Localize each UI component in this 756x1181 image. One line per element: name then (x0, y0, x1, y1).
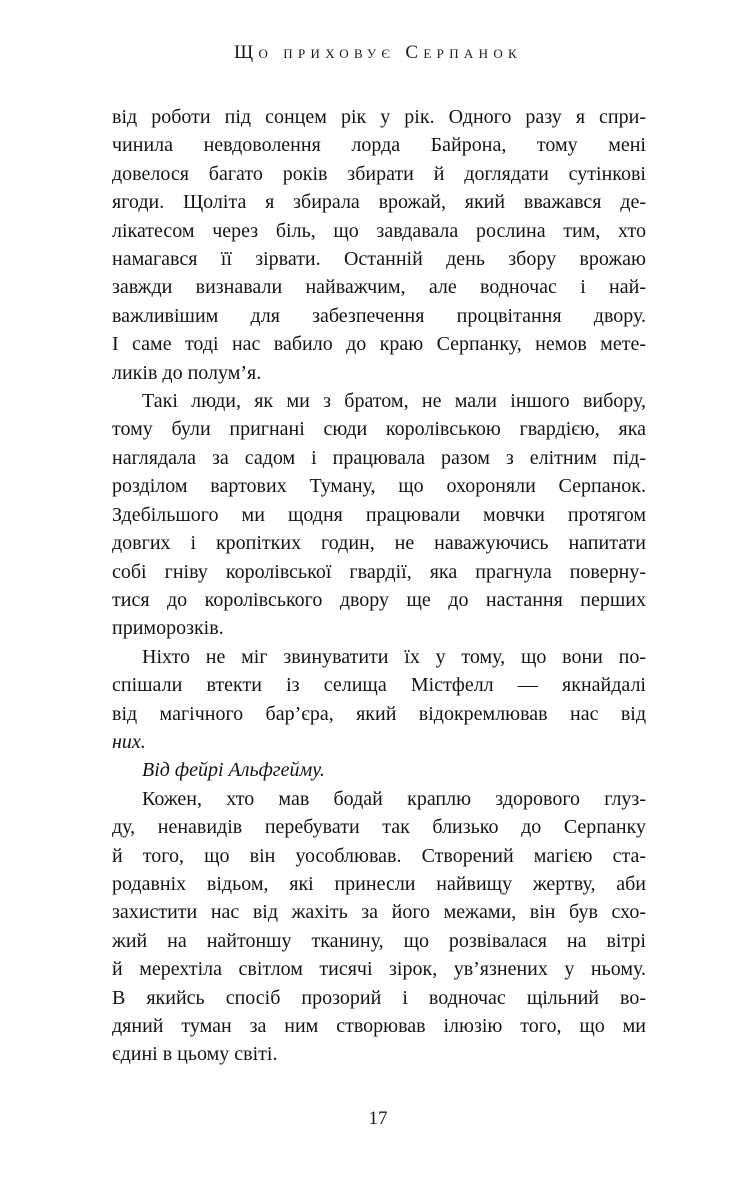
text-line: дяний туман за ним створював ілюзію того, що ми (112, 1015, 646, 1037)
text-line: завжди визнавали найважчим, але водночас і най- (112, 276, 646, 299)
text-line: єдині в цьому світі. (112, 1043, 278, 1066)
text-line: намагався її зірвати. Останній день збору врожаю (112, 248, 646, 271)
page-number: 17 (368, 1108, 388, 1129)
text-line: наглядала за садом і працювала разом з елітним під- (112, 446, 646, 469)
text-line: спішали втекти із селища Містфелл — якнайдалі (112, 674, 646, 697)
text-line: й мерехтіла світлом тисячі зірок, ув’язнених у ньому. (112, 958, 646, 981)
text-line: Здебільшого ми щодня працювали мовчки протягом (112, 503, 646, 526)
text-line: лікатесом через біль, що завдавала рослина тим, хто (112, 219, 646, 242)
text-line: довелося багато років збирати й доглядати сутінкові (112, 162, 646, 185)
text-line: від магічного бар’єра, який відокремлював нас від (112, 702, 646, 725)
text-line: Кожен, хто мав бодай краплю здорового глуз- (142, 787, 646, 810)
text-line: ликів до полум’я. (112, 361, 262, 384)
text-line: В якийсь спосіб прозорий і водночас щільний во- (112, 986, 646, 1009)
chapter-running-header: Що приховує Серпанок (233, 42, 523, 63)
text-line-italic: Від фейрі Альфгейму. (142, 759, 325, 782)
body-text (112, 103, 646, 1069)
text-line: І саме тоді нас вабило до краю Серпанку, немов мете- (112, 333, 646, 356)
text-line: собі гніву королівської гвардії, яка прагнула поверну- (112, 560, 646, 583)
text-line: й того, що він уособлював. Створений магією ста- (112, 844, 646, 867)
text-line: ду, ненавидів перебувати так близько до Серпанку (112, 816, 646, 839)
text-line: тому були пригнані сюди королівською гвардією, яка (112, 418, 646, 441)
text-line: ягоди. Щоліта я збирала врожай, який вважався де- (112, 191, 646, 214)
text-line: Такі люди, як ми з братом, не мали іншого вибору, (142, 390, 646, 413)
text-line: від роботи під сонцем рік у рік. Одного разу я спри- (112, 106, 646, 128)
text-line: розділом вартових Туману, що охороняли Серпанок. (112, 475, 646, 498)
text-line: жий на найтоншу тканину, що розвівалася на вітрі (112, 929, 646, 952)
text-line: тися до королівського двору ще до настання перших (112, 588, 646, 611)
text-line-italic: них. (112, 730, 146, 753)
text-line: важливішим для забезпечення процвітання двору. (112, 304, 646, 327)
text-line: захистити нас від жахіть за його межами, він був схо- (112, 901, 646, 924)
text-line: чинила невдоволення лорда Байрона, тому мені (112, 134, 646, 157)
text-line: родавніх відьом, які принесли найвищу жертву, аби (112, 872, 646, 895)
text-line: приморозків. (112, 617, 224, 640)
text-line: Ніхто не міг звинуватити їх у тому, що вони по- (142, 645, 646, 668)
text-line: довгих і кропітких годин, не наважуючись напитати (112, 532, 646, 555)
